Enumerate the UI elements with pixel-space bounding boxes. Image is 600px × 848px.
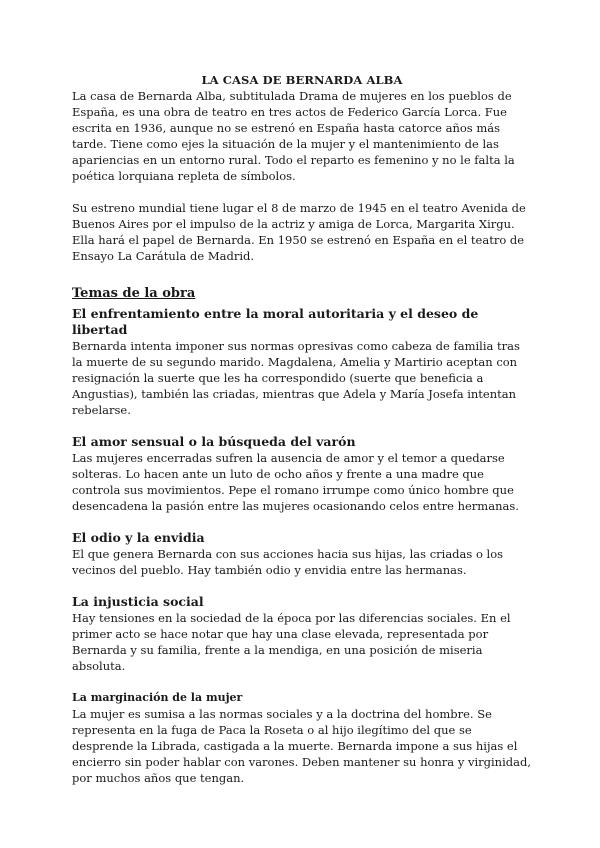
theme-text: Hay tensiones en la sociedad de la época por las diferencias sociales. En el primer acto se hace notar que hay una clase elevada, representada por Bernarda y su familia, frente a la mendiga, en una posición de miseria absoluta. — [72, 611, 511, 673]
document-title: LA CASA DE BERNARDA ALBA — [201, 73, 403, 87]
theme-text: La mujer es sumisa a las normas sociales y a la doctrina del hombre. Se representa en la fuga de Paca la Roseta o al hijo ilegítimo del que se desprende la Librada, castigada a la muerte. Bernarda impone a sus hijas el encierro sin poder hablar con varones. Deben mantener su honra y virginidad, por muchos años que tengan. — [72, 707, 532, 785]
intro-paragraph-2: Su estreno mundial tiene lugar el 8 de marzo de 1945 en el teatro Avenida de Buenos Aires por el impulso de la actriz y amiga de Lorca, Margarita Xirgu. Ella hará el papel de Bernarda. En 1950 se estrenó en España en el teatro de Ensayo La Carátula de Madrid. — [72, 201, 526, 263]
theme-block — [72, 594, 532, 674]
theme-block — [72, 434, 532, 514]
section-title-themes: Temas de la obra — [72, 286, 196, 301]
theme-text: Las mujeres encerradas sufren la ausencia de amor y el temor a quedarse solteras. Lo hacen ante un luto de ocho años y frente a una madre que controla sus movimientos. Pepe el romano irrumpe como único hombre que desencadena la pasión entre las mujeres ocasionando celos entre hermanas. — [72, 451, 519, 513]
theme-text: El que genera Bernarda con sus acciones hacia sus hijas, las criadas o los vecinos del pueblo. Hay también odio y envidia entre las hermanas. — [72, 547, 504, 577]
theme-text: Bernarda intenta imponer sus normas opresivas como cabeza de familia tras la muerte de su segundo marido. Magdalena, Amelia y Martirio aceptan con resignación la suerte que les ha correspondido (suerte que beneficia a Angustias), también las criadas, mientras que Adela y María Josefa intentan rebelarse. — [72, 339, 520, 417]
theme-block — [72, 306, 532, 418]
theme-heading: El amor sensual o la búsqueda del varón — [72, 434, 356, 449]
intro-paragraph-1: La casa de Bernarda Alba, subtitulada Drama de mujeres en los pueblos de España, es una obra de teatro en tres actos de Federico García Lorca. Fue escrita en 1936, aunque no se estrenó en España hasta catorce años más tarde. Tiene como ejes la situación de la mujer y el mantenimiento de las apariencias en un entorno rural. Todo el reparto es femenino y no le falta la poética lorquiana repleta de símbolos. — [72, 89, 515, 183]
theme-heading: El enfrentamiento entre la moral autoritaria y el deseo de libertad — [72, 306, 479, 337]
theme-heading: La injusticia social — [72, 594, 204, 609]
theme-heading: El odio y la envidia — [72, 530, 205, 545]
theme-heading: La marginación de la mujer — [72, 691, 243, 704]
theme-block — [72, 530, 532, 578]
theme-block — [72, 690, 532, 786]
document-content — [72, 72, 532, 786]
